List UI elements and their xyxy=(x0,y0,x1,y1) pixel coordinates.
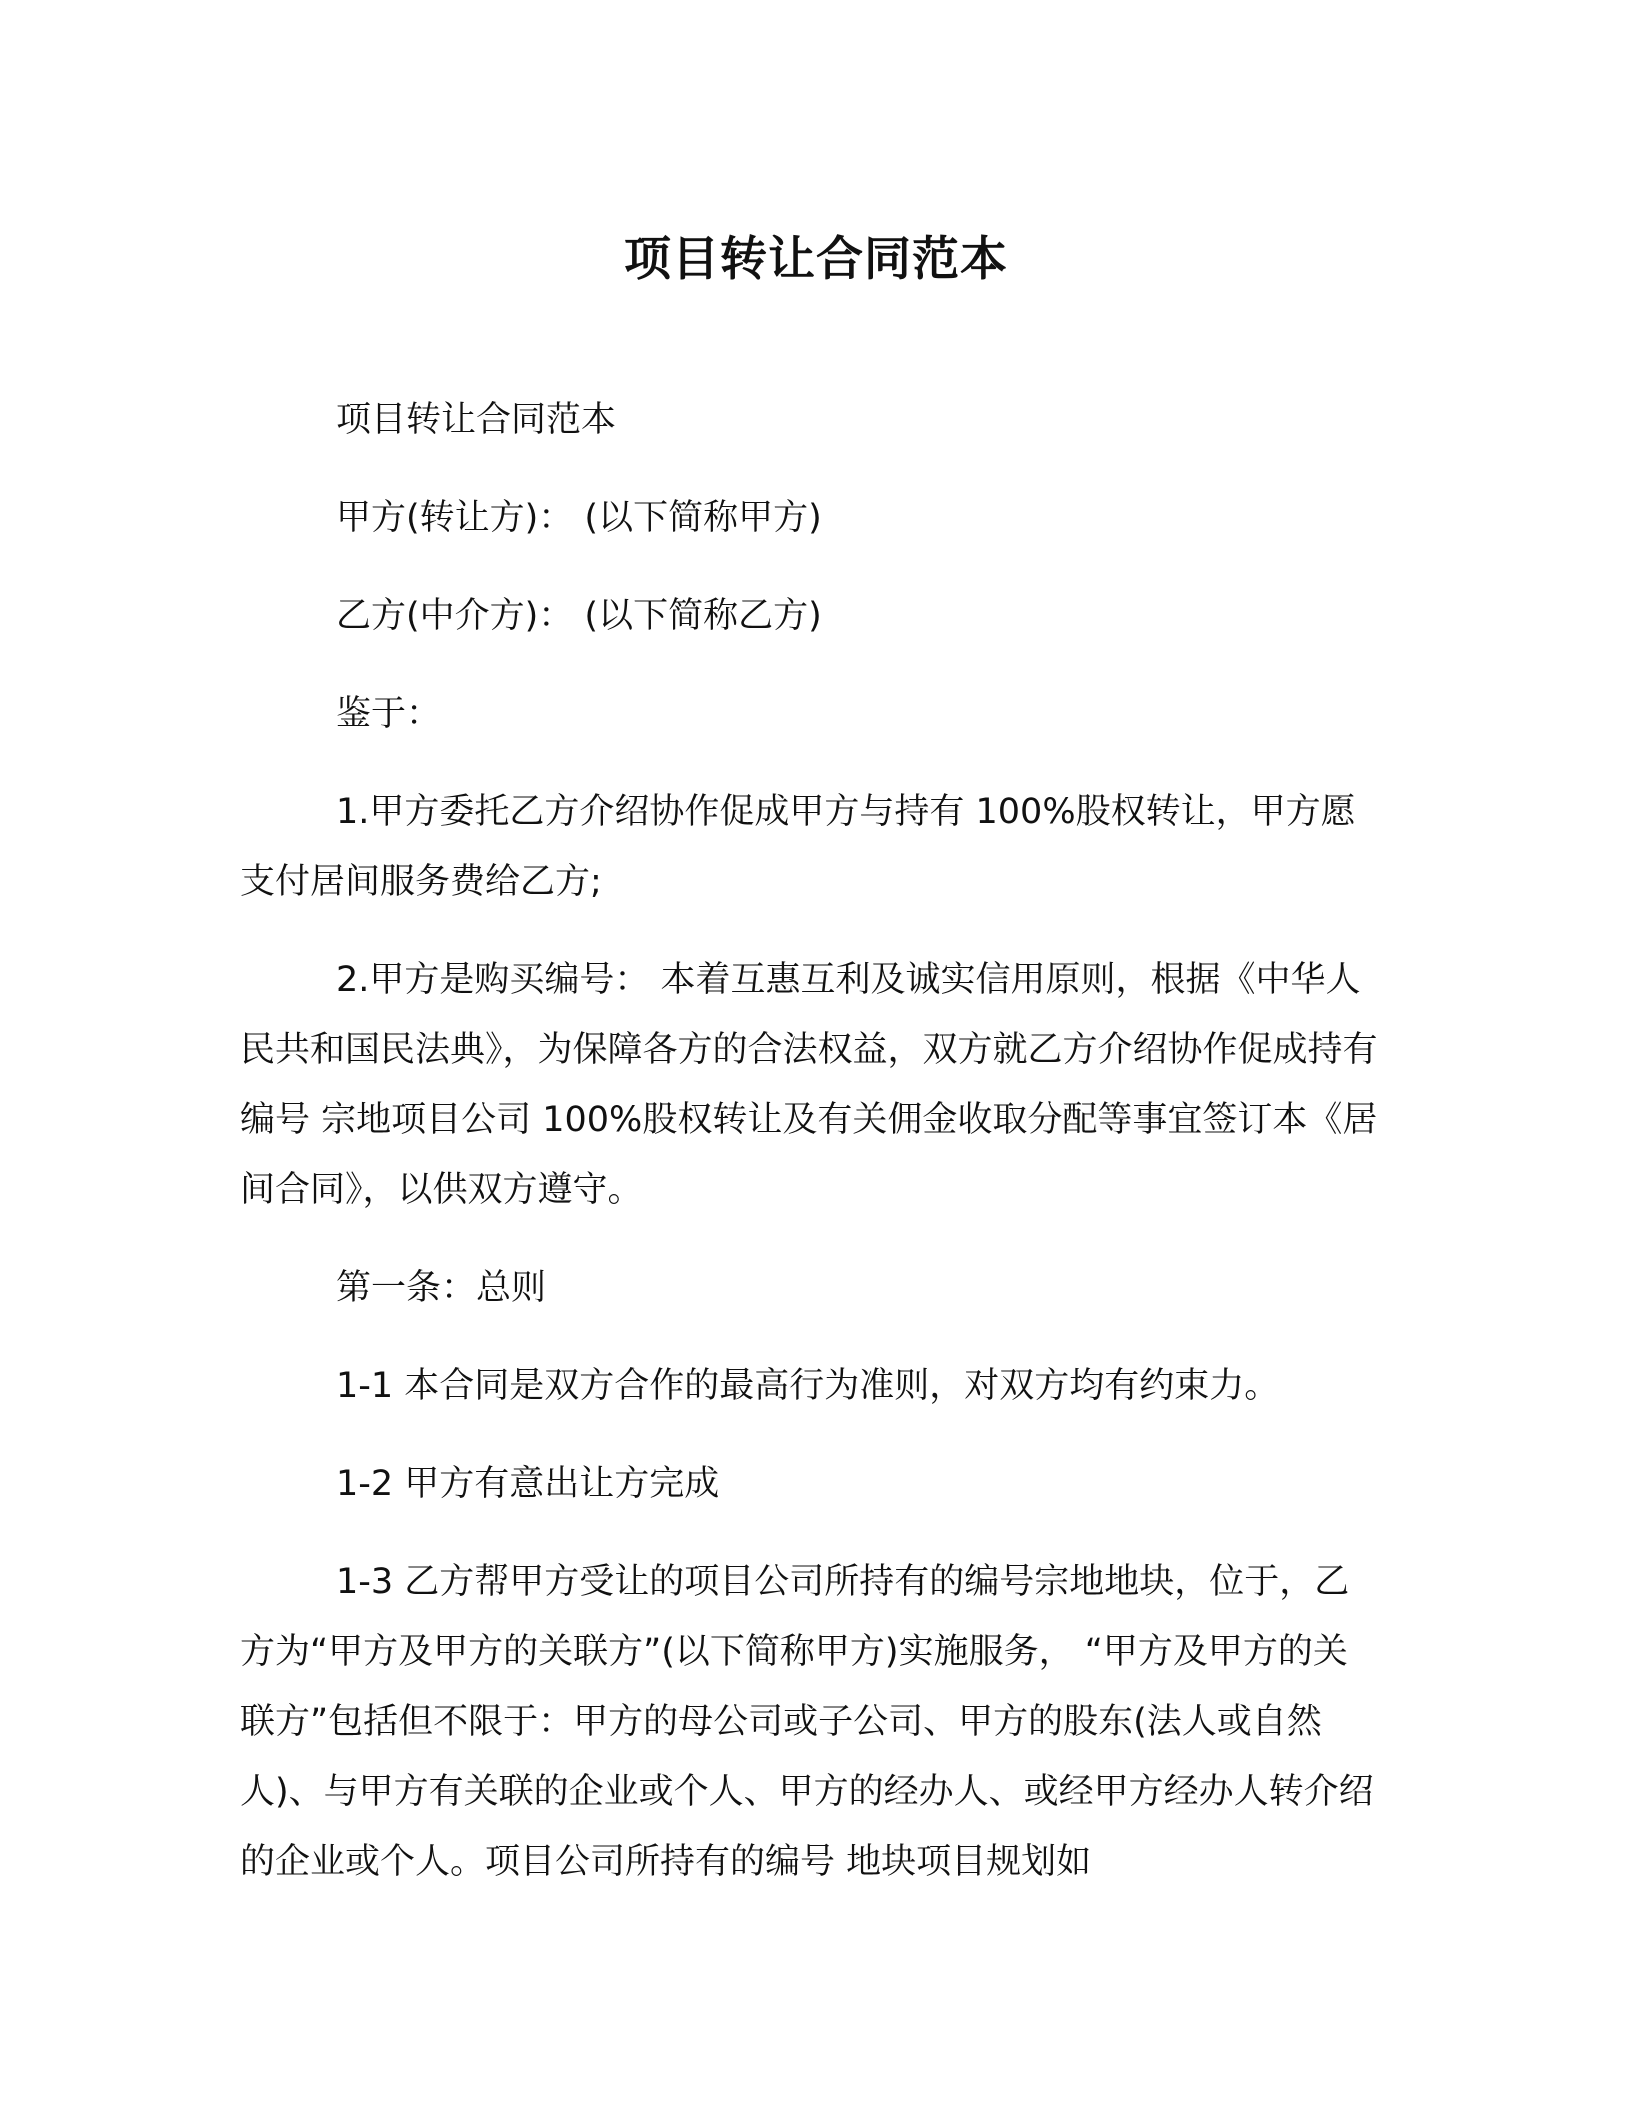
paragraph-party-b: 乙方(中介方)： (以下简称乙方) xyxy=(336,596,822,636)
document-body xyxy=(240,385,1380,1925)
paragraph-1-2: 1-2 甲方有意出让方完成 xyxy=(336,1464,720,1504)
document-title: 项目转让合同范本 xyxy=(624,232,1008,287)
paragraph-whereas: 鉴于： xyxy=(336,694,442,734)
paragraph-party-a: 甲方(转让方)： (以下简称甲方) xyxy=(336,498,822,538)
paragraph-1-1: 1-1 本合同是双方合作的最高行为准则，对双方均有约束力。 xyxy=(336,1366,1280,1406)
paragraph-clause-2: 2.甲方是购买编号： 本着互惠互利及诚实信用原则，根据《中华人民共和国民法典》，为保障各方的合法权益，双方就乙方介绍协作促成持有编号 宗地项目公司 100%股权转让及有关佣金收取分配等事宜签订本《居间合同》，以供双方遵守。 xyxy=(240,960,1378,1210)
paragraph-1-3: 1-3 乙方帮甲方受让的项目公司所持有的编号宗地地块，位于，乙方为“甲方及甲方的关联方”(以下简称甲方)实施服务， “甲方及甲方的关联方”包括但不限于：甲方的母公司或子公司、甲方的股东(法人或自然人)、与甲方有关联的企业或个人、甲方的经办人、或经甲方经办人转介绍的企业或个人。项目公司所持有的编号 地块项目规划如 xyxy=(240,1562,1374,1882)
paragraph-clause-1: 1.甲方委托乙方介绍协作促成甲方与持有 100%股权转让，甲方愿支付居间服务费给乙方; xyxy=(240,792,1356,902)
paragraph-heading: 项目转让合同范本 xyxy=(336,400,617,440)
paragraph-article-1: 第一条：总则 xyxy=(336,1268,547,1308)
